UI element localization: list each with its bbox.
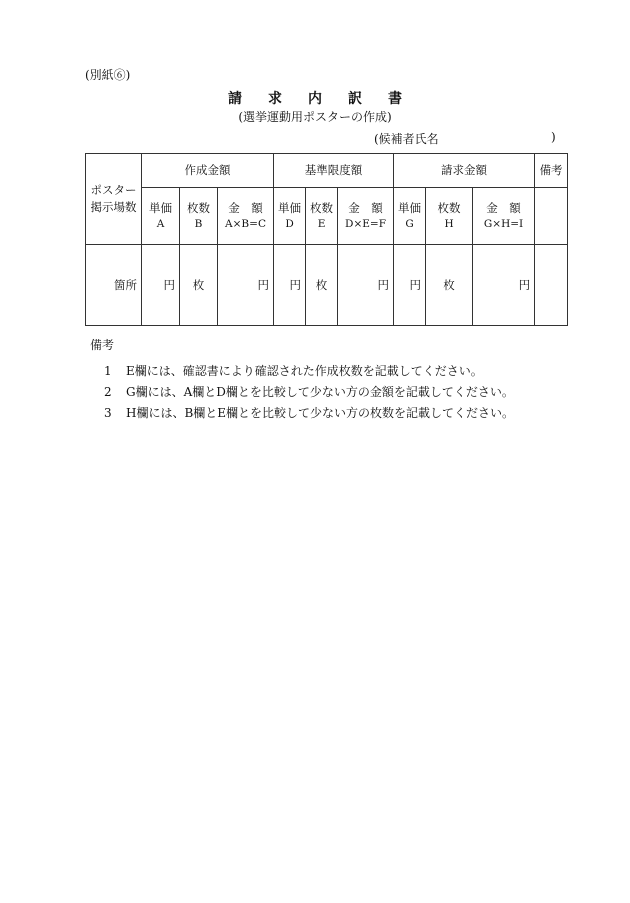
remarks-header: 備考 — [535, 154, 568, 188]
count-h-header: 枚数 H — [426, 188, 473, 245]
amount-c-cell[interactable]: 円 — [218, 245, 274, 326]
limit-amount-header: 基準限度額 — [274, 154, 394, 188]
poster-place-count-header — [86, 154, 142, 245]
amount-i-header: 金 額 G×H=I — [473, 188, 535, 245]
unit-price-d-cell[interactable]: 円 — [274, 245, 306, 326]
count-b-header: 枚数 B — [180, 188, 218, 245]
breakdown-table — [85, 153, 568, 326]
candidate-name-label: (候補者氏名 — [374, 132, 439, 146]
document-title: 請求内訳書 — [228, 91, 428, 107]
unit-price-a-cell[interactable]: 円 — [142, 245, 180, 326]
note-item — [104, 362, 514, 383]
unit-price-a-header: 単価 A — [142, 188, 180, 245]
unit-price-g-cell[interactable]: 円 — [394, 245, 426, 326]
note-text: G欄には、A欄とD欄とを比較して少ない方の金額を記載してください。 — [126, 385, 514, 399]
remarks-empty-cell — [535, 188, 568, 245]
claim-amount-header: 請求金額 — [394, 154, 535, 188]
count-b-cell[interactable]: 枚 — [180, 245, 218, 326]
note-number: 3 — [104, 406, 112, 420]
amount-f-header: 金 額 D×E=F — [338, 188, 394, 245]
place-count-cell[interactable]: 箇所 — [86, 245, 142, 326]
attachment-label: (別紙⑥) — [85, 68, 131, 82]
note-text: E欄には、確認書により確認された作成枚数を記載してください。 — [126, 364, 483, 378]
note-item — [104, 383, 514, 404]
amount-i-cell[interactable]: 円 — [473, 245, 535, 326]
document-subtitle: (選挙運動用ポスターの作成) — [238, 110, 392, 124]
notes-list — [104, 362, 514, 425]
note-number: 2 — [104, 385, 112, 399]
notes-title: 備考 — [90, 338, 115, 352]
unit-price-g-header: 単価 G — [394, 188, 426, 245]
count-h-cell[interactable]: 枚 — [426, 245, 473, 326]
unit-price-d-header: 単価 D — [274, 188, 306, 245]
poster-label: ポスター — [90, 183, 137, 198]
note-item — [104, 404, 514, 425]
count-e-cell[interactable]: 枚 — [306, 245, 338, 326]
creation-amount-header: 作成金額 — [142, 154, 274, 188]
candidate-name-close: ) — [551, 130, 556, 144]
count-e-header: 枚数 E — [306, 188, 338, 245]
note-text: H欄には、B欄とE欄とを比較して少ない方の枚数を記載してください。 — [126, 406, 515, 420]
note-number: 1 — [104, 364, 112, 378]
remarks-cell[interactable] — [535, 245, 568, 326]
amount-f-cell[interactable]: 円 — [338, 245, 394, 326]
place-count-label: 掲示場数 — [90, 200, 137, 214]
amount-c-header: 金 額 A×B=C — [218, 188, 274, 245]
